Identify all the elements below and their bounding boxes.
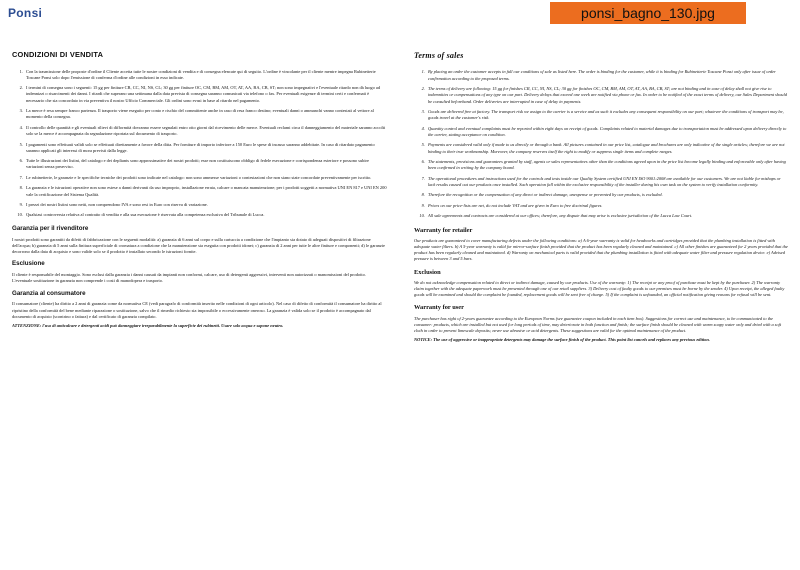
list-item: 3. La merce è resa sempre franco partenza. Il trasporto viene eseguito per conto e rischio del committente anche in caso di resa franco destino; eventuali danni o ammanchi vanno contestati al vettore al momento della consegna. [24, 108, 387, 121]
right-warranty-user-title: Warranty for user [414, 304, 464, 312]
left-warranty-retailer-title: Garanzia per il rivenditore [12, 224, 89, 232]
list-item: 10. All sale agreements and contracts are considered at our offices; therefore, any dispute that may arise is exclusive jurisdiction of the Lucca Law Court. [426, 213, 789, 219]
list-item: 3. Goods are delivered free at factory. The transport risk we assign to the carrier is a service and as such it excludes any consequent responsibility on our part; whatever the conditions of transport may be, goods travel at the customer's risk. [426, 109, 789, 122]
list-item: 2. I termini di consegna sono i seguenti: 15 gg per finiture CR, CC, NI, NS, CL; 30 gg per finiture OC, CM, BM, AM, OT, AT, AA, BA, CB, ST; non sono impegnativi e l'eventuale ritardo non dà luogo ad indennizzi o risarcimenti dei danni. I ritardi che superano una settimana dalla data prevista di consegna saranno comunicati via telefono o fax. Per eventuali esigenze di termini certi e confermati è necessario che sia concordato in via preventiva il nostro Ufficio Commerciale. Gli ordini sono evasi in base al ritardo nel pagamento. [24, 85, 387, 104]
left-title: CONDIZIONI DI VENDITA [12, 50, 104, 59]
list-item: 6. The statements, provisions and guarantees granted by staff, agents or sales representatives other than the conditions agreed upon in the price list become legally binding and enforceable only after having been confirmed in writing by the company board. [426, 159, 789, 172]
list-item: 8. Therefore the recognition or the compensation of any direct or indirect damage, unexpense or prevented by our products, is excluded. [426, 192, 789, 198]
italian-terms-column [12, 50, 387, 564]
right-warranty-user-text: The purchaser has right of 2-years guarantee according to the European Norms (see guarantee coupon included in each item box). Suggestions for correct use and maintenance, to be communicated to the consumer: products, which are installed but not used for long periods of time, may deteriorate in both function and finish; the surface finish should be cleaned with warm soapy water only and dried with a soft cloth in order to prevent limescale deposits; never use abrasive or acid detergents. These suggestions are valid for the optimal maintenance of the product. [414, 315, 782, 334]
header-bar [0, 0, 800, 22]
list-item: 7. Le rubinetterie, le garanzie e le specifiche tecniche dei prodotti sono indicate nel catalogo: non sono ammesse variazioni o contestazioni che non siano state concordate preventivamente per iscritto. [24, 175, 387, 181]
list-item: 4. Quantity control and eventual complaints must be reported within eight days on receipt of goods. Complaints related to material damages due to transportation must be addressed upon delivery directly to the carrier, stating acceptance on condition. [426, 126, 789, 139]
left-warranty-consumer-text: Il consumatore (cliente) ha diritto a 2 anni di garanzia come da normativa CE (vedi paragrafo di conformità inserito nelle condizioni di ogni articolo). Nel caso di difetto di conformità il consumatore ha diritto al ripristino della conformità del bene mediante riparazione o sostituzione, salvo che il rimedio richiesto sia impossibile o eccessivamente oneroso. La garanzia è valida solo se il prodotto è accompagnato dal documento di acquisto (scontrino o fattura) e dal certificato di garanzia compilato. [12, 301, 382, 319]
right-notice-note: NOTICE: The use of aggressive or inappropriate detergents may damage the surface finish of the product. This point list cancels and replaces any previous edition. [414, 337, 710, 343]
list-item: 7. The operational procedures and instructions used for the controls and tests inside our Quality System certified UNI EN ISO 9001:2008 are available for our customers. We are not liable for mishaps or lack results caused out our products once installed. Such operation fall within the exclusive responsibility of the installer during his own task on the system to verify installation conformity. [426, 176, 789, 189]
left-terms-list [12, 69, 387, 219]
list-item: 6. Tutte le illustrazioni dei listini, del catalogo e dei depliants sono approssimative dei nostri prodotti; esse non costituiscono obbligo di fedele esecuzione e corrispondenza esteriore e possono subire variazioni senza preavviso. [24, 158, 387, 171]
right-exclusion-text: We do not acknowledge compensation related to direct or indirect damage, caused by our products. Use of the warranty: 1) The receipt or any proof of purchase must be kept by the purchaser. 2) The warranty claim together with the adequate paperwork must be presented through one of our retail suppliers. 3) Delivery cost of faulty goods to our premises must be borne by the sender. 4) Upon receipt, the alleged faulty goods will be examined and should the complaint be founded, replacement goods will be sent free of charge. 5) If the complaint is unfounded, an official notification giving reasons for refusal will be sent. [414, 279, 785, 298]
right-title: Terms of sales [414, 51, 464, 60]
list-item: 4. Il controllo delle quantità e gli eventuali rilievi di difformità dovranno essere segnalati entro otto giorni dal ricevimento delle merce. Eventuali reclami circa il danneggiamento del materiale saranno accolti solo se la merce è accompagnata da segnalazione riportata sul documento di trasporto. [24, 125, 387, 138]
left-warranty-retailer-text: I nostri prodotti sono garantiti da difetti di fabbricazione con le seguenti modalità: a) garanzia di 6 anni sul corpo e sulla cartuccia a condizione che l'impianto sia dotato di adeguati dispositivi di filtrazione dell'acqua; b) garanzia di 5 anni sulla finitura superficiale di cromatura a condizione che la manutenzione sia eseguita con prodotti idonei; c) garanzia di 2 anni per tutte le altre finiture e componenti; d) le garanzie decorrono dalla data di acquisto e sono valide solo se il prodotto è installato secondo le istruzioni fornite. [12, 236, 385, 254]
brand-logo: Ponsi [8, 6, 43, 20]
list-item: 9. I prezzi dei nostri listini sono netti, non comprendono IVA e sono resi in Euro con riserva di variazione. [24, 202, 387, 208]
left-attention-note: ATTENZIONE: l'uso di anticalcare e detergenti acidi può danneggiare irreparabilmente la superficie dei rubinetti. Usare solo acqua e sapone neutro. [12, 323, 284, 329]
list-item: 1. Con la trasmissione delle proposte d'ordine il Cliente accetta tutte le nostre condizioni di vendita e di consegna elencate qui di seguito. L'ordine è vincolante per il cliente mentre impegna Rubinetterie Toscane Ponsi solo dopo l'emissione di conferma d'ordine alle condizioni in esso indicate. [24, 69, 387, 82]
right-warranty-retailer-title: Warranty for retailer [414, 226, 473, 234]
right-warranty-retailer-text: Our products are guaranteed to cover manufacturing defects under the following conditions: a) A 6-year warranty is valid for headworks and cartridges provided that the plumbing installation is fitted with adequate water filters. b) A 5-year warranty is valid for mirror-surface finish provided that the product has been regularly cleaned and maintained. c) All other finishes are guaranteed for 2 years provided that the product has been regularly cleaned and maintained. d) Warranty on mechanical parts is valid provided that the plumbing installation is fitted with adequate water filter and pressure regulation device. e) Advised pressure is between 3 and 5 bars. [414, 237, 788, 262]
list-item: 5. I pagamenti sono effettuati validi solo se effettuati direttamente a favore della ditta. Per forniture di importo inferiore a 150 Euro le spese di incasso saranno addebitate. In caso di ritardato pagamento saranno applicati gli interessi di mora previsti dalla legge. [24, 142, 387, 155]
right-exclusion-title: Exclusion [414, 268, 441, 276]
left-exclusion-title: Esclusione [12, 260, 45, 268]
list-item: 1. By placing an order the customer accepts in full our conditions of sale as listed here. The order is binding for the customer, while it is binding for Rubinetterie Toscane Ponsi only after issue of order confirmation according to the proposed terms. [426, 69, 789, 82]
list-item: 2. The terms of delivery are following: 15 gg for finishes CR, CC, NI, NS, CL; 30 gg for finishes OC, CM, BM, AM, OT, AT, AA, BA, CB, ST; are not binding and in case of delay shall not give rise to indemnities or compensations of any type on our part. Delivery delays that exceed one week are notified via phone or fax. In order to be notified of the exact terms of delivery, our Sales Department should be consulted beforehand. Order deliveries are interrupted in case of delay in payments. [426, 86, 789, 105]
right-terms-list [414, 69, 789, 219]
left-exclusion-text: Il cliente è responsabile del montaggio. Sono esclusi dalla garanzia i danni causati da impianti non conformi, calcare, uso di detergenti aggressivi, interventi non autorizzati o manomissioni del prodotto. L'eventuale sostituzione in garanzia non comprende i costi di manodopera e trasporto. [12, 272, 366, 284]
left-warranty-consumer-title: Garanzia al consumatore [12, 289, 86, 297]
english-terms-column [414, 50, 789, 564]
list-item: 10. Qualsiasi controversia relativa al contratto di vendita e alla sua esecuzione è riservata alla competenza esclusiva del Tribunale di Lucca. [24, 212, 387, 218]
list-item: 5. Payments are considered valid only if made to us directly or through a bank. All pictures contained in our price list, catalogue and brochures are only indicative of the single articles; therefore we are not binding to their true workmanship. Moreover, the company reserves itself the right to modify or suppress single items and complete ranges. [426, 142, 789, 155]
list-item: 8. La garanzia e le istruzioni operative non sono estese a danni derivanti da uso improprio, installazione errata, calcare o mancata manutenzione; per i prodotti soggetti a normativa UNI EN 817 e UNI EN 200 vale la certificazione del Sistema Qualità. [24, 185, 387, 198]
list-item: 9. Prices on our price-lists are net, do not include VAT and are given in Euro to free doctrinal figures. [426, 203, 789, 209]
filename-label: ponsi_bagno_130.jpg [550, 2, 746, 24]
